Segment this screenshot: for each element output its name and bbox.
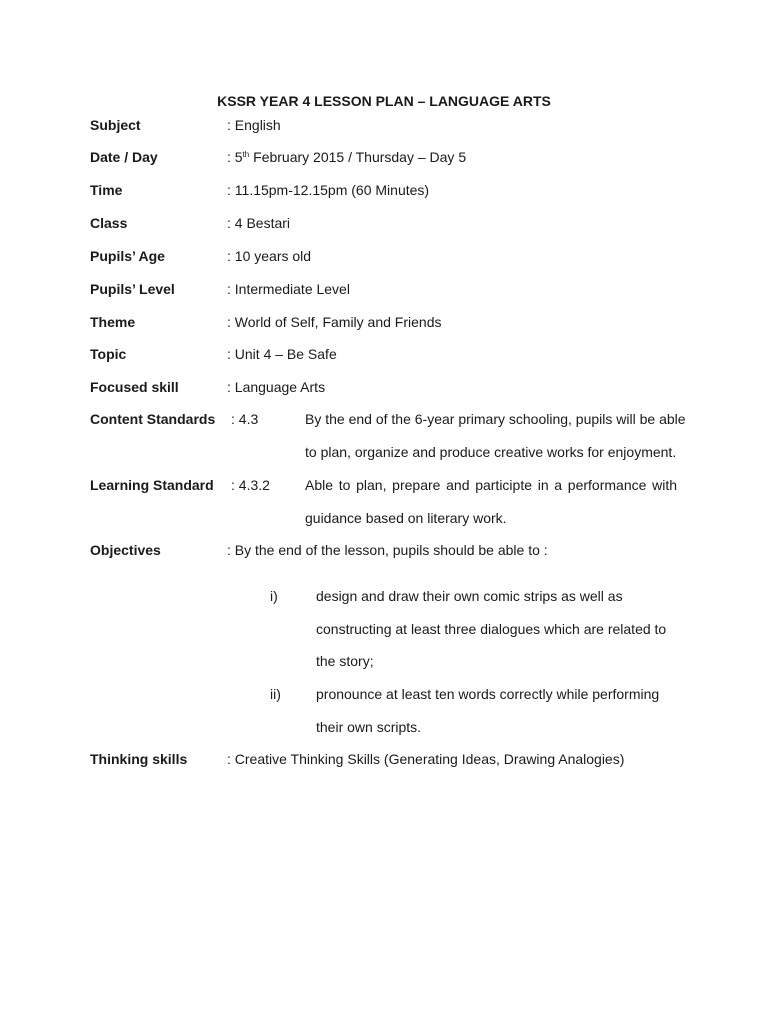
- learning-standard-line-1: Able to plan, prepare and participte in a performance with: [305, 477, 677, 493]
- content-standards-line-1: By the end of the 6-year primary schooling, pupils will be able: [305, 411, 686, 427]
- theme-label: Theme: [90, 314, 136, 330]
- objectives-row: [90, 542, 690, 742]
- topic-value: : Unit 4 – Be Safe: [227, 346, 337, 362]
- date-day-value-prefix: : 5: [227, 149, 243, 165]
- objective-1-line-1: design and draw their own comic strips as well as: [316, 588, 623, 604]
- theme-value: : World of Self, Family and Friends: [227, 314, 442, 330]
- date-day-value-ordinal: th: [242, 150, 250, 159]
- time-label: Time: [90, 182, 123, 198]
- learning-standard-label: Learning Standard: [90, 477, 214, 493]
- learning-standard-code: : 4.3.2: [231, 477, 270, 493]
- class-value: : 4 Bestari: [227, 215, 291, 231]
- class-label: Class: [90, 215, 128, 231]
- topic-label: Topic: [90, 346, 127, 362]
- pupils-age-label: Pupils’ Age: [90, 248, 165, 264]
- pupils-age-row: [90, 248, 690, 268]
- objective-1-line-2: constructing at least three dialogues which are related to: [316, 621, 667, 637]
- content-standards-code: : 4.3: [231, 411, 259, 427]
- focused-skill-value: : Language Arts: [227, 379, 326, 395]
- time-row: [90, 182, 690, 202]
- date-day-value: [227, 149, 466, 165]
- objective-2-number: ii): [270, 686, 281, 702]
- content-standards-label: Content Standards: [90, 411, 216, 427]
- objective-1-number: i): [270, 588, 278, 604]
- date-day-label: Date / Day: [90, 149, 158, 165]
- thinking-skills-row: [90, 751, 690, 771]
- subject-value: : English: [227, 117, 281, 133]
- date-day-value-suffix: February 2015 / Thursday – Day 5: [249, 149, 467, 165]
- subject-row: [90, 117, 690, 137]
- topic-row: [90, 346, 690, 366]
- learning-standard-row: [90, 477, 690, 537]
- objectives-intro: : By the end of the lesson, pupils should be able to :: [227, 542, 548, 558]
- document-title: KSSR YEAR 4 LESSON PLAN – LANGUAGE ARTS: [217, 93, 551, 109]
- objective-2-line-1: pronounce at least ten words correctly while performing: [316, 686, 660, 702]
- learning-standard-line-2: guidance based on literary work.: [305, 510, 507, 526]
- pupils-level-row: [90, 281, 690, 301]
- thinking-skills-value: : Creative Thinking Skills (Generating Ideas, Drawing Analogies): [227, 751, 625, 767]
- objective-1-line-3: the story;: [316, 653, 374, 669]
- date-day-row: [90, 149, 690, 169]
- content-standards-line-2: to plan, organize and produce creative works for enjoyment.: [305, 444, 677, 460]
- content-standards-row: [90, 411, 690, 471]
- focused-skill-label: Focused skill: [90, 379, 179, 395]
- pupils-age-value: : 10 years old: [227, 248, 312, 264]
- pupils-level-label: Pupils’ Level: [90, 281, 175, 297]
- class-row: [90, 215, 690, 235]
- subject-label: Subject: [90, 117, 141, 133]
- pupils-level-value: : Intermediate Level: [227, 281, 350, 297]
- objectives-label: Objectives: [90, 542, 161, 558]
- time-value: : 11.15pm-12.15pm (60 Minutes): [227, 182, 430, 198]
- theme-row: [90, 314, 690, 334]
- objective-2-line-2: their own scripts.: [316, 719, 422, 735]
- thinking-skills-label: Thinking skills: [90, 751, 188, 767]
- focused-skill-row: [90, 379, 690, 399]
